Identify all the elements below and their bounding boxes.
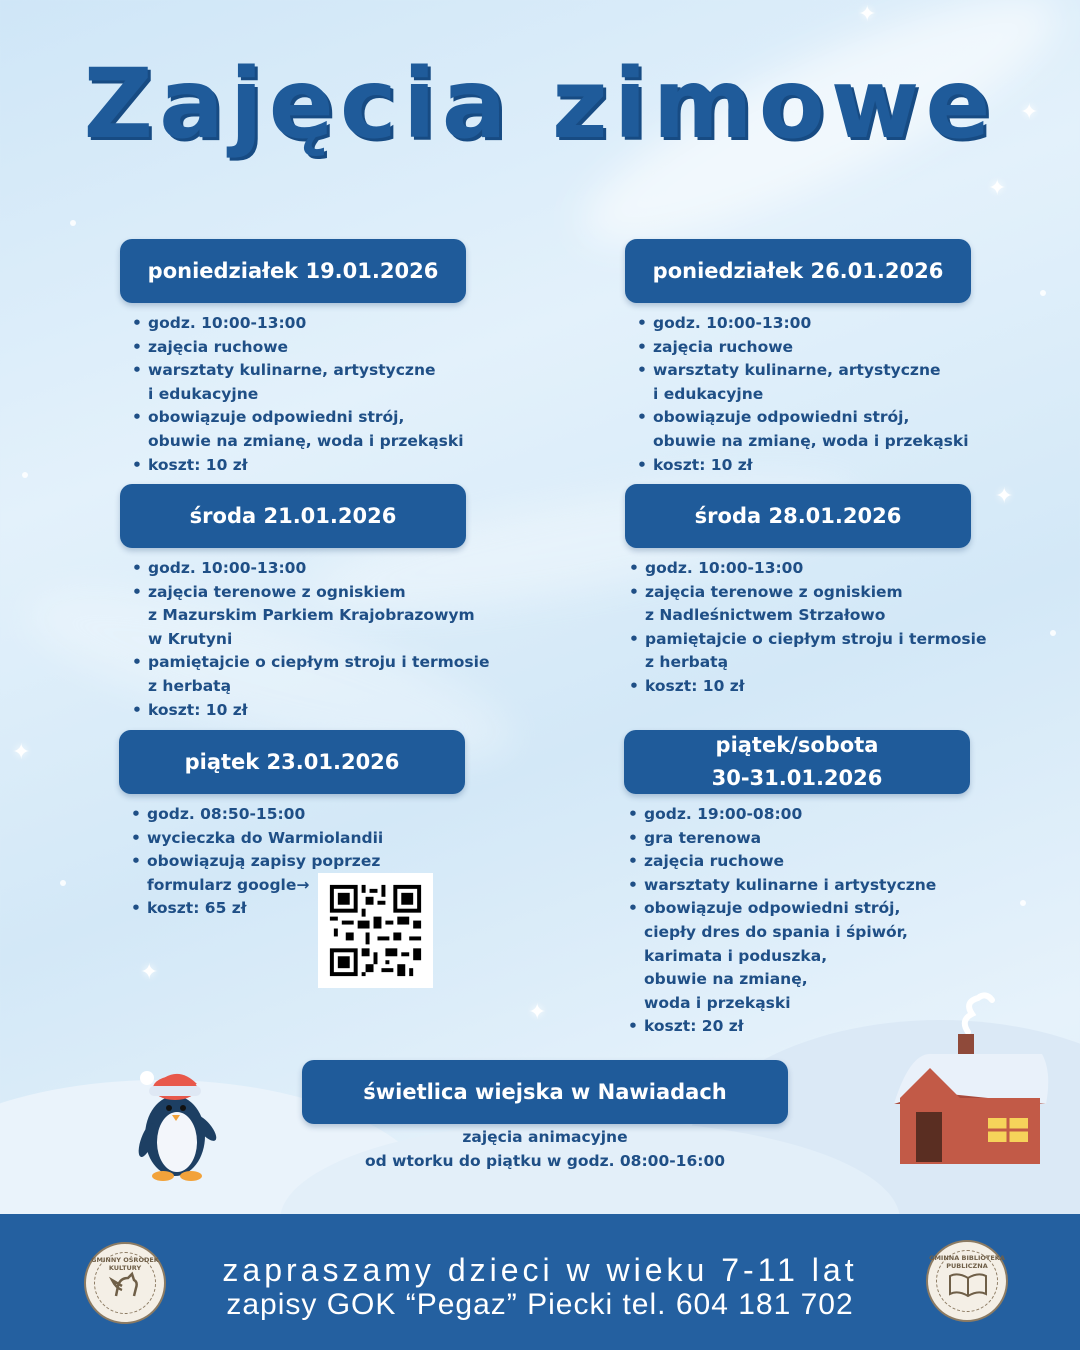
snow-dot (60, 880, 66, 886)
day-header-fri-23: piątek 23.01.2026 (119, 730, 465, 794)
sparkle-icon: ✦ (1020, 100, 1039, 125)
qr-code-graphic (318, 873, 433, 988)
sparkle-icon: ✦ (988, 176, 1007, 201)
footer-contact: zapisy GOK “Pegaz” Piecki tel. 604 181 702 (226, 1288, 854, 1321)
detail-item: • godz. 08:50-15:00 (131, 803, 383, 827)
detail-item: • warsztaty kulinarne i artystyczne (628, 874, 936, 898)
detail-item: • godz. 10:00-13:00 (637, 312, 969, 336)
qr-code-icon[interactable] (318, 873, 433, 988)
gok-pegaz-logo (84, 1242, 166, 1324)
detail-item: • obowiązuje odpowiedni strój, ciepły dres do spania i śpiwór, karimata i poduszka, obuwie na zmianę, woda i przekąski (628, 897, 936, 1015)
footer-invite: zapraszamy dzieci w wieku 7-11 lat (222, 1252, 858, 1288)
detail-item: • wycieczka do Warmiolandii (131, 827, 383, 851)
detail-item: • zajęcia terenowe z ogniskiem z Mazurskim Parkiem Krajobrazowym w Krutyni (132, 581, 489, 652)
detail-item: • obowiązują zapisy poprzez formularz google→ (131, 850, 383, 897)
detail-item: • zajęcia ruchowe (637, 336, 969, 360)
detail-item: • koszt: 10 zł (629, 675, 986, 699)
detail-item: • godz. 10:00-13:00 (132, 557, 489, 581)
snow-dot (1020, 900, 1026, 906)
penguin-icon (125, 1058, 225, 1188)
day-header-fri-sat-30-31: piątek/sobota 30-31.01.2026 (624, 730, 970, 794)
day-header-mon-19: poniedziałek 19.01.2026 (120, 239, 466, 303)
day-header-wed-28: środa 28.01.2026 (625, 484, 971, 548)
day-header-mon-26: poniedziałek 26.01.2026 (625, 239, 971, 303)
sparkle-icon: ✦ (995, 484, 1014, 509)
open-book-icon (948, 1270, 988, 1298)
venue-line-1: zajęcia animacyjne (462, 1128, 628, 1146)
sparkle-icon: ✦ (858, 2, 877, 27)
logo-left-text: GMINNY OŚRODEK KULTURY (91, 1256, 159, 1272)
footer-bar (0, 1214, 1080, 1350)
snow-dot (70, 220, 76, 226)
detail-item: • koszt: 10 zł (132, 699, 489, 723)
snow-dot (1040, 290, 1046, 296)
venue-line-2: od wtorku do piątku w godz. 08:00-16:00 (364, 1152, 726, 1170)
detail-item: • godz. 10:00-13:00 (132, 312, 464, 336)
detail-item: • warsztaty kulinarne, artystyczne i edukacyjne (132, 359, 464, 406)
detail-item: • koszt: 65 zł (131, 897, 383, 921)
snow-dot (22, 472, 28, 478)
day-details-mon-19 (132, 312, 464, 477)
library-logo (926, 1240, 1008, 1322)
pegasus-icon (108, 1268, 144, 1304)
day-header-wed-21: środa 21.01.2026 (120, 484, 466, 548)
day-details-wed-21 (132, 557, 489, 722)
day-details-mon-26 (637, 312, 969, 477)
detail-item: • godz. 10:00-13:00 (629, 557, 986, 581)
detail-item: • godz. 19:00-08:00 (628, 803, 936, 827)
detail-item: • obowiązuje odpowiedni strój, obuwie na zmianę, woda i przekąski (637, 406, 969, 453)
detail-item: • zajęcia terenowe z ogniskiem z Nadleśnictwem Strzałowo (629, 581, 986, 628)
logo-right-text: GMINNA BIBLIOTEKA PUBLICZNA (929, 1254, 1005, 1270)
detail-item: • warsztaty kulinarne, artystyczne i edukacyjne (637, 359, 969, 406)
detail-item: • obowiązuje odpowiedni strój, obuwie na zmianę, woda i przekąski (132, 406, 464, 453)
sparkle-icon: ✦ (140, 960, 159, 985)
venue-header: świetlica wiejska w Nawiadach (302, 1060, 788, 1124)
snowy-house-icon (890, 992, 1050, 1164)
detail-item: • koszt: 10 zł (132, 454, 464, 478)
detail-item: • gra terenowa (628, 827, 936, 851)
detail-item: • koszt: 20 zł (628, 1015, 936, 1039)
sparkle-icon: ✦ (528, 1000, 547, 1025)
detail-item: • koszt: 10 zł (637, 454, 969, 478)
detail-item: • pamiętajcie o ciepłym stroju i termosie z herbatą (629, 628, 986, 675)
day-details-wed-28 (629, 557, 986, 699)
sparkle-icon: ✦ (12, 740, 31, 765)
snow-dot (1050, 630, 1056, 636)
detail-item: • zajęcia ruchowe (132, 336, 464, 360)
detail-item: • pamiętajcie o ciepłym stroju i termosie z herbatą (132, 651, 489, 698)
page-title: Zajęcia zimowe (83, 48, 997, 160)
detail-item: • zajęcia ruchowe (628, 850, 936, 874)
